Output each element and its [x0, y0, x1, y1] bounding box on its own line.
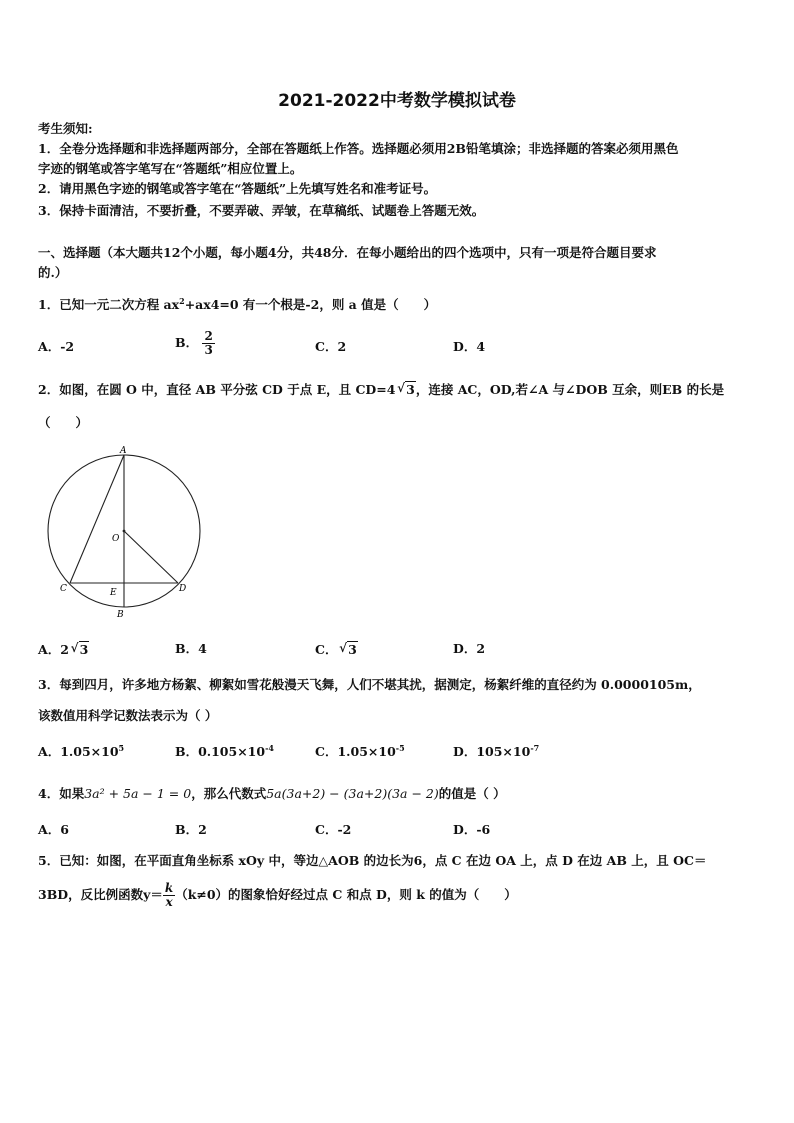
- notice-item-2: 2．请用黑色字迹的钢笔或答字笔在“答题纸”上先填写姓名和准考证号。: [38, 181, 437, 196]
- q5-stem-line2-post: （k≠0）的图象恰好经过点 C 和点 D，则 k 的值为（ ）: [175, 887, 517, 902]
- q4-option-a: A．6: [38, 822, 69, 837]
- q3-option-c-exp: -5: [395, 742, 405, 753]
- section-heading-line1: 一、选择题（本大题共12个小题，每小题4分，共48分．在每小题给出的四个选项中，只有一项是符合题目要求: [38, 245, 657, 260]
- q3-option-c: [315, 744, 405, 760]
- q2-chord-ac: [70, 455, 124, 583]
- q3-option-b: [175, 744, 274, 760]
- q3-option-a-exp: 5: [118, 742, 125, 753]
- q3-option-b-base: B．0.105×10: [175, 744, 266, 759]
- section-heading-line2: 的.）: [38, 265, 68, 280]
- q3-option-a: [38, 744, 124, 760]
- q2-option-a: [38, 641, 89, 658]
- q2-label-o: O: [112, 534, 120, 544]
- q1-option-b-numerator: 2: [204, 329, 213, 343]
- q3-option-c-base: C．1.05×10: [315, 744, 396, 759]
- q4-option-c: C．-2: [315, 822, 352, 837]
- q3-option-d-exp: -7: [530, 742, 540, 753]
- q4-stem-mid: ，那么代数式: [191, 786, 267, 801]
- q2-option-c: [315, 641, 358, 658]
- q3-option-a-base: A．1.05×10: [38, 744, 119, 759]
- q1-stem: [38, 297, 436, 313]
- q4-expr-equation: 3a² + 5a − 1 = 0: [84, 786, 192, 801]
- q1-option-b: [175, 330, 215, 357]
- q2-option-a-label: A．2: [38, 642, 69, 657]
- q2-option-d: D．2: [453, 641, 486, 656]
- q2-option-c-root: √ 3: [347, 641, 358, 658]
- q4-option-b: B．2: [175, 822, 207, 837]
- q2-stem-root: √ 3: [405, 381, 416, 398]
- q2-center-point: [123, 530, 126, 533]
- q1-option-d: D．4: [453, 339, 486, 354]
- q1-stem-post: +ax4=0 有一个根是-2，则 a 值是（ ）: [184, 297, 437, 312]
- q5-stem-line2-pre: 3BD，反比例函数y＝: [38, 887, 163, 902]
- q2-label-e: E: [110, 588, 117, 598]
- q2-option-c-label: C．: [315, 642, 338, 657]
- notice-item-1b: 字迹的钢笔或答字笔写在“答题纸”相应位置上。: [38, 161, 303, 176]
- q4-stem-post: 的值是（ ）: [438, 786, 506, 801]
- q5-stem-line1: 5．已知：如图，在平面直角坐标系 xOy 中，等边△AOB 的边长为6，点 C 在边 OA 上，点 D 在边 AB 上，且 OC＝: [38, 853, 707, 868]
- notice-item-3: 3．保持卡面清洁，不要折叠，不要弄破、弄皱，在草稿纸、试题卷上答题无效。: [38, 203, 485, 218]
- q4-expr-algebraic: 5a(3a+2) − (3a+2)(3a − 2): [266, 786, 439, 801]
- q2-stem: [38, 381, 724, 398]
- q3-option-d-base: D．105×10: [453, 744, 531, 759]
- q2-label-b: B: [117, 610, 124, 620]
- page-title: 2021-2022中考数学模拟试卷: [278, 91, 516, 111]
- q1-option-c: C．2: [315, 339, 347, 354]
- q2-segment-od: [124, 531, 178, 583]
- q1-stem-sup: 2: [179, 295, 185, 306]
- q3-option-d: [453, 744, 539, 760]
- q4-option-d: D．-6: [453, 822, 491, 837]
- q2-stem-pre: 2．如图，在圆 O 中，直径 AB 平分弦 CD 于点 E，且 CD=4: [38, 382, 396, 397]
- q1-option-b-label: B．: [175, 335, 199, 350]
- q2-stem-line2: （ ）: [38, 415, 89, 430]
- q1-option-b-fraction: [202, 330, 214, 357]
- q5-stem-line2: [38, 882, 517, 909]
- q3-stem-line1: 3．每到四月，许多地方杨絮、柳絮如雪花般漫天飞舞，人们不堪其扰，据测定，杨絮纤维的直径约为 0.0000105m，: [38, 677, 701, 692]
- notice-heading: 考生须知:: [38, 121, 93, 136]
- q2-option-b: B．4: [175, 641, 207, 656]
- q2-label-a: A: [120, 446, 127, 456]
- q5-fraction-numerator: k: [164, 881, 174, 895]
- q2-stem-post: ，连接 AC，OD,若∠A 与∠DOB 互余，则EB 的长是: [415, 382, 725, 397]
- q3-option-b-exp: -4: [265, 742, 274, 753]
- q1-stem-pre: 1．已知一元二次方程 ax: [38, 297, 180, 312]
- q3-stem-line2: 该数值用科学记数法表示为（ ）: [38, 708, 218, 723]
- q2-option-a-root: √ 3: [79, 641, 90, 658]
- q4-stem: [38, 786, 506, 802]
- q1-option-b-denominator: 3: [204, 343, 213, 357]
- q5-fraction-denominator: x: [165, 895, 173, 909]
- q2-label-d: D: [179, 584, 187, 594]
- q4-stem-pre: 4．如果: [38, 786, 85, 801]
- q1-option-a: A．-2: [38, 339, 75, 354]
- q2-circle-figure: [44, 443, 210, 623]
- q5-fraction: [163, 882, 175, 909]
- notice-item-1a: 1．全卷分选择题和非选择题两部分，全部在答题纸上作答。选择题必须用2B铅笔填涂；非选择题的答案必须用黑色: [38, 141, 679, 156]
- q2-label-c: C: [60, 584, 67, 594]
